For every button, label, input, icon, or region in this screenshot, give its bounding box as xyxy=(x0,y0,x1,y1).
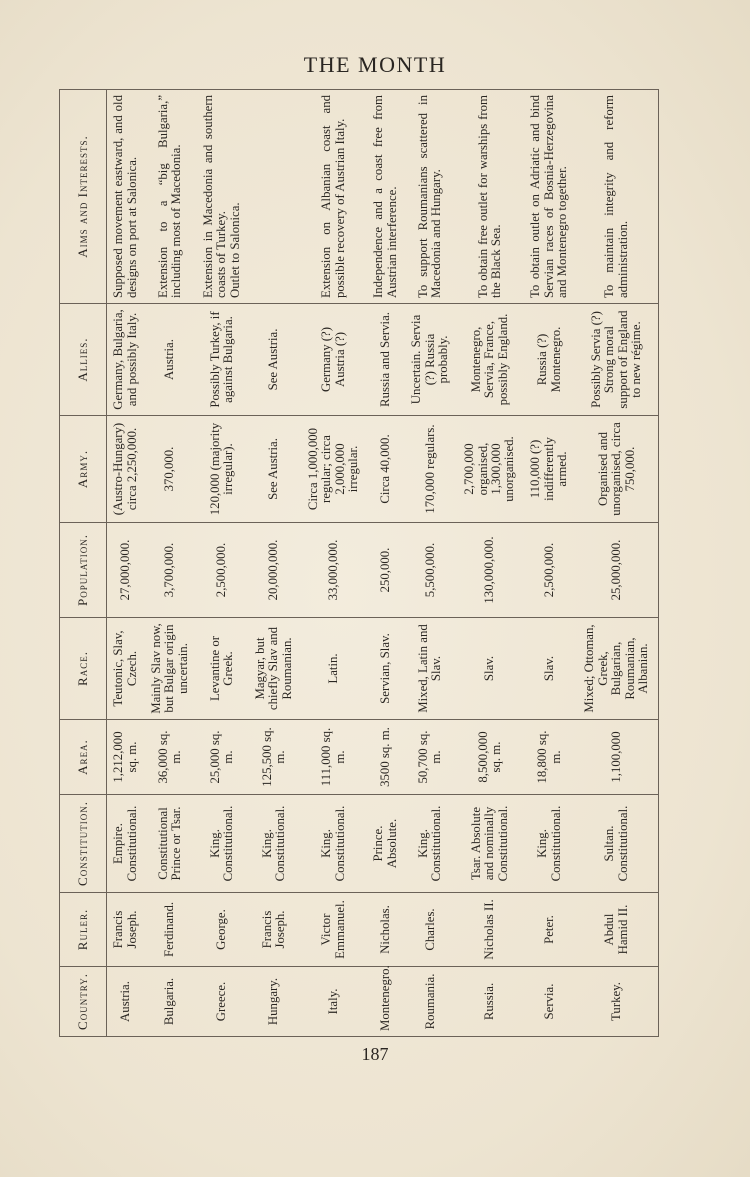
cell-aims xyxy=(576,90,659,304)
aim-line: To support Roumanians scattered in Macedonia and Hungary. xyxy=(415,95,444,298)
table-row xyxy=(300,90,367,1037)
cell-country: Servia. xyxy=(541,983,556,1020)
cell-area: 50,700 sq. m. xyxy=(404,720,456,795)
cell-aims xyxy=(248,90,300,304)
cell-constitution: King. Constitutional. xyxy=(248,795,300,893)
cell-army: See Austria. xyxy=(248,416,300,523)
table-row xyxy=(248,90,300,1037)
header-race: Race. xyxy=(60,618,107,720)
cell-constitution: Tsar. Absolute and nominally Constitutional. xyxy=(456,795,523,893)
cell-country: Montenegro. xyxy=(378,965,393,1031)
cell-race: Teutonic, Slav, Czech. xyxy=(107,618,145,720)
cell-race: Slav. xyxy=(524,618,576,720)
cell-allies: Germany (?) Austria (?) xyxy=(300,304,367,416)
cell-area: 111,000 sq. m. xyxy=(300,720,367,795)
table-row xyxy=(524,90,576,1037)
table-row xyxy=(456,90,523,1037)
table-row xyxy=(107,90,145,1037)
cell-ruler: Ferdinand. xyxy=(144,893,196,967)
header-ruler: Ruler. xyxy=(60,893,107,967)
cell-country: Bulgaria. xyxy=(162,977,177,1026)
cell-population: 3,700,000. xyxy=(144,523,196,618)
table-row xyxy=(367,90,404,1037)
cell-race: Mixed, Latin and Slav. xyxy=(404,618,456,720)
cell-allies: Russia and Servia. xyxy=(367,304,404,416)
cell-constitution: Sultan. Constitutional. xyxy=(576,795,659,893)
cell-army: 110,000 (?) indifferently armed. xyxy=(524,416,576,523)
cell-population: 2,500,000. xyxy=(196,523,248,618)
cell-population: 20,000,000. xyxy=(248,523,300,618)
cell-aims xyxy=(144,90,196,304)
cell-aims xyxy=(107,90,145,304)
cell-aims xyxy=(367,90,404,304)
cell-ruler: George. xyxy=(196,893,248,967)
table-row xyxy=(404,90,456,1037)
cell-population: 25,000,000. xyxy=(576,523,659,618)
cell-area: 25,000 sq. m. xyxy=(196,720,248,795)
cell-ruler: Abdul Hamid II. xyxy=(576,893,659,967)
cell-allies: See Austria. xyxy=(248,304,300,416)
header-constitution: Constitution. xyxy=(60,795,107,893)
cell-constitution: Empire. Constitutional. xyxy=(107,795,145,893)
cell-allies: Germany, Bulgaria, and possibly Italy. xyxy=(107,304,145,416)
cell-area: 18,800 sq. m. xyxy=(524,720,576,795)
cell-army: 2,700,000 organised, 1,300,000 unorganised. xyxy=(456,416,523,523)
cell-country: Hungary. xyxy=(266,977,281,1026)
cell-aims xyxy=(456,90,523,304)
cell-allies: Possibly Servia (?) Strong moral support of England to new régime. xyxy=(576,304,659,416)
cell-country: Greece. xyxy=(214,981,229,1022)
cell-army: 170,000 regulars. xyxy=(404,416,456,523)
cell-constitution: King. Constitutional. xyxy=(404,795,456,893)
cell-constitution: King. Constitutional. xyxy=(300,795,367,893)
cell-army: 370,000. xyxy=(144,416,196,523)
cell-area: 1,212,000 sq. m. xyxy=(107,720,145,795)
aim-line: Independence and a coast free from Austrian interference. xyxy=(371,95,399,298)
cell-area: 125,500 sq. m. xyxy=(248,720,300,795)
cell-area: 1,100,000 xyxy=(576,720,659,795)
cell-country: Italy. xyxy=(326,988,341,1015)
cell-population: 27,000,000. xyxy=(107,523,145,618)
page-number: 187 xyxy=(361,1044,389,1064)
cell-army: Organised and unorganised, circa 750,000. xyxy=(576,416,659,523)
cell-constitution: King. Constitutional. xyxy=(524,795,576,893)
aim-line: Extension on Albanian coast and possible recovery of Austrian Italy. xyxy=(319,95,347,298)
cell-population: 2,500,000. xyxy=(524,523,576,618)
cell-race: Latin. xyxy=(300,618,367,720)
cell-country: Roumania. xyxy=(422,973,437,1030)
cell-area: 3500 sq. m. xyxy=(367,720,404,795)
header-area: Area. xyxy=(60,720,107,795)
aim-line: Extension in Macedonia and southern coasts of Turkey. xyxy=(200,95,229,298)
running-head: THE MONTH xyxy=(303,52,447,77)
aim-line: Extension to a “big Bulgaria,” including most of Macedonia. xyxy=(155,95,184,298)
header-allies: Allies. xyxy=(60,304,107,416)
cell-race: Slav. xyxy=(456,618,523,720)
cell-constitution: Constitutional Prince or Tsar. xyxy=(144,795,196,893)
cell-ruler: Francis Joseph. xyxy=(248,893,300,967)
cell-country: Russia. xyxy=(482,982,497,1021)
header-country: Country. xyxy=(60,967,107,1037)
cell-allies: Uncertain. Servia (?) Russia probably. xyxy=(404,304,456,416)
cell-army: Circa 1,000,000 regular; circa 2,000,000 irregular. xyxy=(300,416,367,523)
table-row xyxy=(576,90,659,1037)
cell-race: Mixed; Ottoman, Greek, Bulgarian, Roumanian, Albanian. xyxy=(576,618,659,720)
aim-line: Supposed movement eastward, and old designs on port at Salonica. xyxy=(111,95,139,298)
table-row xyxy=(144,90,196,1037)
aim-line: To obtain outlet on Adriatic and bind Servian races of Bosnia-Herzegovina and Montenegro together. xyxy=(528,95,570,298)
cell-aims xyxy=(196,90,248,304)
rotated-table-container xyxy=(59,90,659,1037)
aim-line: To maintain integrity and reform administration. xyxy=(602,95,630,298)
cell-army: Circa 40,000. xyxy=(367,416,404,523)
cell-race: Servian, Slav. xyxy=(367,618,404,720)
cell-allies: Russia (?) Montenegro. xyxy=(524,304,576,416)
rotated-table-frame xyxy=(59,90,659,1037)
cell-army: 120,000 (majority irregular). xyxy=(196,416,248,523)
cell-area: 8,500,000 sq. m. xyxy=(456,720,523,795)
cell-population: 250,000. xyxy=(367,523,404,618)
cell-country: Turkey. xyxy=(609,982,624,1021)
aim-line: Outlet to Salonica. xyxy=(227,202,242,298)
cell-ruler: Peter. xyxy=(524,893,576,967)
cell-constitution: Prince. Absolute. xyxy=(367,795,404,893)
cell-aims xyxy=(524,90,576,304)
cell-population: 5,500,000. xyxy=(404,523,456,618)
cell-area: 36,000 sq. m. xyxy=(144,720,196,795)
cell-ruler: Nicholas. xyxy=(367,893,404,967)
cell-ruler: Nicholas II. xyxy=(456,893,523,967)
header-row xyxy=(60,90,107,1037)
table-row xyxy=(196,90,248,1037)
header-army: Army. xyxy=(60,416,107,523)
cell-allies: Possibly Turkey, if against Bulgaria. xyxy=(196,304,248,416)
cell-ruler: Victor Emmanuel. xyxy=(300,893,367,967)
aim-line: To obtain free outlet for warships from the Black Sea. xyxy=(475,95,503,298)
cell-population: 33,000,000. xyxy=(300,523,367,618)
header-population: Population. xyxy=(60,523,107,618)
cell-population: 130,000,000. xyxy=(456,523,523,618)
cell-aims xyxy=(404,90,456,304)
header-aims: Aims and Interests. xyxy=(60,90,107,304)
cell-ruler: Charles. xyxy=(404,893,456,967)
cell-race: Mainly Slav now, but Bulgar origin uncertain. xyxy=(144,618,196,720)
table-body xyxy=(107,90,659,1037)
cell-ruler: Francis Joseph. xyxy=(107,893,145,967)
cell-aims xyxy=(300,90,367,304)
cell-country: Austria. xyxy=(117,981,132,1022)
cell-allies: Austria. xyxy=(144,304,196,416)
cell-race: Magyar, but chiefly Slav and Roumanian. xyxy=(248,618,300,720)
balkan-states-table xyxy=(59,89,659,1037)
cell-constitution: King. Constitutional. xyxy=(196,795,248,893)
cell-race: Levantine or Greek. xyxy=(196,618,248,720)
cell-allies: Montenegro, Servia, France, possibly England. xyxy=(456,304,523,416)
cell-army: (Austro-Hungary) circa 2,250,000. xyxy=(107,416,145,523)
